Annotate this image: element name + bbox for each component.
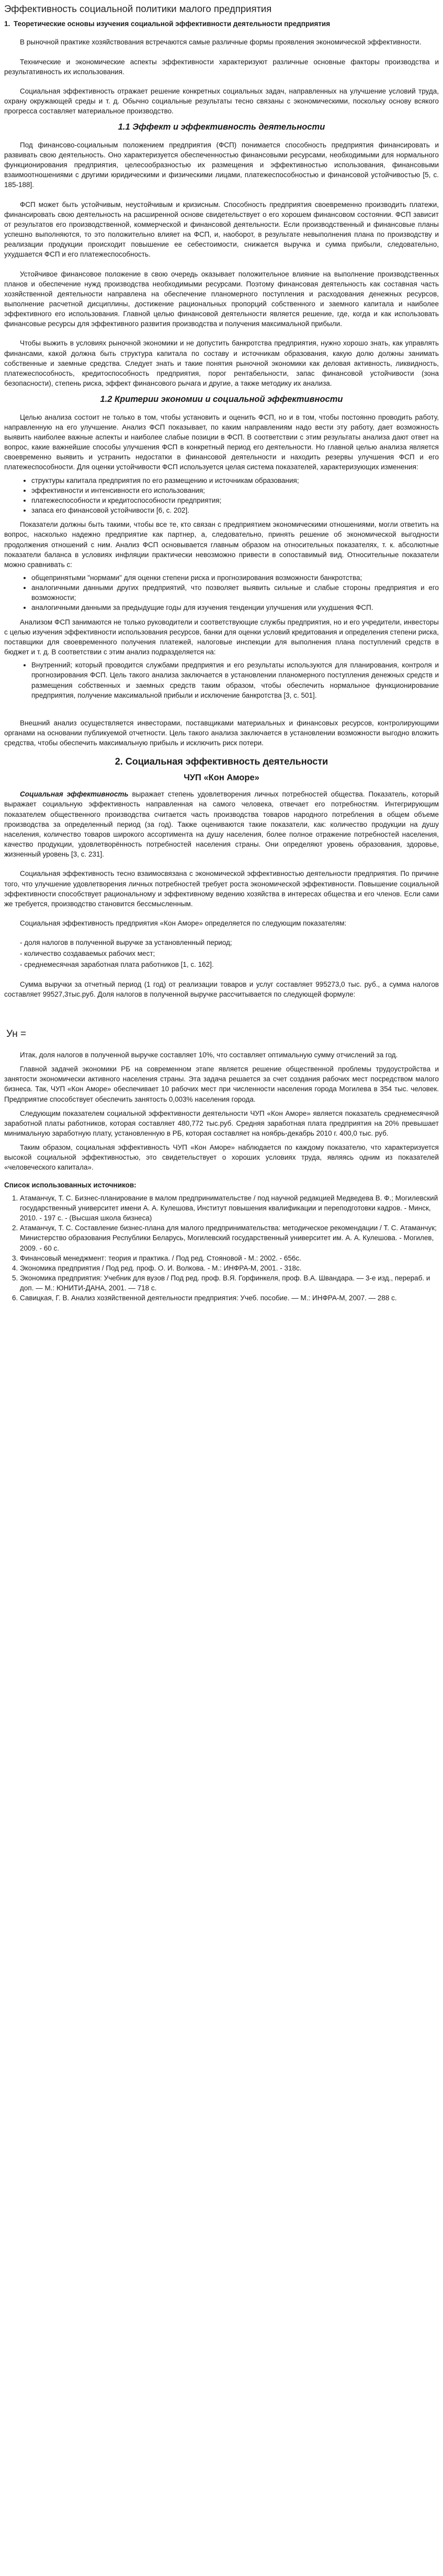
section-1-title: [4, 19, 439, 29]
list-item: • аналогичными данными других предприятий, что позволяет выявить сильные и слабые стороны предприятия и его возможности;: [31, 583, 439, 603]
paragraph-text: выражает степень удовлетворения личных потребностей общества. Показатель, который выражает социальную эффективность направленная на самого человека, отвечает его потребностям. Интегрирующим показателем общественного производства считается часть производства товаров народного потребления в общем объеме производства за определенный период (за год). Также оцениваются такие показатели, как: количество продукции на душу населения, количество товаров широкого ассортимента на душу населения, более полное отражение потребностей населения, качество продукции, удовлетворённость потребностей населения страны. Они определяют уровень образования, здоровье, жизненный уровень [3, с. 231].: [4, 790, 439, 859]
list-item: • общепринятыми "нормами" для оценки степени риска и прогнозирования возможности банкротства;: [31, 573, 439, 583]
list-item: • структуры капитала предприятия по его размещению и источникам образования;: [31, 476, 439, 486]
list-item: • эффективности и интенсивности его использования;: [31, 486, 439, 495]
subsection-1-2-heading: 1.2 Критерии экономии и социальной эффективности: [100, 395, 343, 405]
intro-paragraph: Технические и экономические аспекты эффективности характеризуют различные основные факторы производства и результативность их использования.: [4, 57, 439, 76]
subsection-1-1-heading: 1.1 Эффект и эффективность деятельности: [118, 122, 325, 132]
reference-item: 4. Экономика предприятия / Под ред. проф. О. И. Волкова. - М.: ИНФРА-М, 2001. - 318с.: [20, 1263, 439, 1273]
reference-item: 6. Савицкая, Г. В. Анализ хозяйственной деятельности предприятия: Учеб. пособие. — М.: ИНФРА-М, 2007. — 288 с.: [20, 1293, 439, 1303]
indicator-list: [4, 938, 439, 969]
list-item: - количество создаваемых рабочих мест;: [20, 950, 155, 958]
body-paragraph: Показатели должны быть такими, чтобы все те, кто связан с предприятием экономическими отношениями, могли ответить на вопрос, насколько надежно предприятие как партнер, а, следовательно, принять решение об экономической выгодности продолжения отношений с ним. Анализ ФСП основывается главным образом на относительных показателях, т. к. абсолютные показатели баланса в условиях инфляции практически невозможно привести в сопоставимый вид. Относительные показатели можно сравнивать с:: [4, 521, 439, 569]
section-2-heading: 2. Социальная эффективность деятельности: [115, 756, 328, 767]
bullet-list: [4, 573, 439, 613]
body-paragraph: Сумма выручки за отчетный период (1 год) от реализации товаров и услуг составляет 995273,0 тыс. руб., а сумма налогов составляет 99527,3тыс.руб. Доля налогов в полученной выручке рассчитывается по следующей формуле:: [4, 980, 439, 998]
body-paragraph: Таким образом, социальная эффективность ЧУП «Кон Аморе» наблюдается по каждому показателю, что характеризуется высокой социальной эффективностью, это свидетельствует о хороших условиях труда, являясь одним из показателей «человеческого капитала».: [4, 1143, 439, 1172]
list-item: • Внутренний; который проводится службами предприятия и его результаты используются для планирования, контроля и прогнозирования ФСП. Цель такого анализа заключается в установлении планомерного поступления денежных средств и размещения собственных и заемных средств таким образом, чтобы обеспечить нормальное функционирование предприятия, получение максимальной прибыли и исключение банкротства [3, с. 501].: [31, 660, 439, 700]
body-paragraph: Устойчивое финансовое положение в свою очередь оказывает положительное влияние на выполнение производственных планов и обеспечение нужд производства необходимыми ресурсами. Поэтому финансовая деятельность как составная часть хозяйственной деятельности направлена на обеспечение планомерного поступления и расходования денежных ресурсов, выполнение расчетной дисциплины, достижение рациональных пропорций собственного и заемного капитала и наиболее эффективного его использования. Главной целью финансовой деятельности является решение, где, когда и как использовать финансовые ресурсы для эффективного развития производства и получения максимальной прибыли.: [4, 270, 439, 328]
references-list: [4, 1193, 439, 1303]
list-item: • платежеспособности и кредитоспособности предприятия;: [31, 495, 439, 505]
reference-item: 5. Экономика предприятия: Учебник для вузов / Под ред. проф. В.Я. Горфинкеля, проф. В.А. Швандара. — 3-е изд., перераб. и доп. — М.: ЮНИТИ-ДАНА, 2001. — 718 с.: [20, 1273, 439, 1293]
references-heading: Список использованных источников:: [4, 1181, 137, 1189]
reference-item: 3. Финансовый менеджмент: теория и практика. / Под ред. Стояновой - М.: 2002. - 656с.: [20, 1253, 439, 1263]
body-paragraph: Социальная эффективность тесно взаимосвязана с экономической эффективностью деятельности предприятия. По причине того, что улучшение удовлетворения личных потребностей требует роста экономической эффективности. Повышение социальной эффективности способствует рациональному и эффективному ведению хозяйства в интересах общества и его членов. Если сами же требуется, производство становится бессмысленным.: [4, 870, 439, 908]
bullet-list: [4, 476, 439, 516]
list-item: • запаса его финансовой устойчивости [6, с. 202].: [31, 505, 439, 515]
list-item: - среднемесячная заработная плата работников [1, с. 162].: [20, 961, 214, 969]
body-paragraph: Главной задачей экономики РБ на современном этапе является решение общественной проблемы трудоустройства и занятости экономически активного населения страны. Эта задача решается за счет создания рабочих мест посредством малого бизнеса. Так, ЧУП «Кон Аморе» обеспечивает 10 рабочих мест при численности населения города Могилева в 354 тыс. человек. Предприятие способствует обеспечить занятость 0,003% населения города.: [4, 1065, 439, 1103]
reference-item: 2. Атаманчук, Т. С. Составление бизнес-плана для малого предпринимательства: методическое рекомендации / Т. С. Атаманчук; Министерство образования Республики Беларусь, Могилевский государственный университет им. А. А. Кулешова. - Могилев, 2009. - 60 с.: [20, 1223, 439, 1253]
body-paragraph: Следующим показателем социальной эффективности деятельности ЧУП «Кон Аморе» является показатель среднемесячной заработной платы работников, которая составляет 480,772 тыс.руб. Средняя заработная плата предприятия на 20% превышает минимальную заработную плату, установленную в РБ, которая составляет на ноябрь-декабрь 2010 г. 400,0 тыс. руб.: [4, 1109, 439, 1138]
body-paragraph: Под финансово-социальным положением предприятия (ФСП) понимается способность предприятия финансировать и развивать свою деятельность. Оно характеризуется обеспеченностью финансовыми ресурсами, необходимыми для нормального функционирования предприятия, целесообразностью их размещения и эффективностью использования, финансовыми взаимоотношениями с другими юридическими и физическими лицами, платежеспособностью и финансовой устойчивостью [5, с. 185-188].: [4, 141, 439, 189]
intro-paragraph: Социальная эффективность отражает решение конкретных социальных задач, направленных на улучшение условий труда, охрану окружающей среды и т. д. Обычно социальные результаты тесно связаны с экономическими, поскольку основу всякого прогресса составляет материальное производство.: [4, 87, 439, 115]
body-paragraph: ФСП может быть устойчивым, неустойчивым и кризисным. Способность предприятия своевременно производить платежи, финансировать свою деятельность на расширенной основе свидетельствует о его хорошем финансовом состоянии. ФСП зависит от результатов его производственной, коммерческой и финансовой деятельности. Если производственный и финансовые планы успешно выполняются, то это положительно влияет на ФСП, и, наоборот, в результате невыполнения плана по производству и реализации продукции происходит повышение ее себестоимости, снижается выручка и сумма прибыли, следовательно, ухудшается ФСП и его платежеспособность.: [4, 200, 439, 259]
reference-item: 1. Атаманчук, Т. С. Бизнес-планирование в малом предпринимательстве / под научной редакцией Медведева В. Ф.; Могилевский государственный университет имени А. А. Кулешова, Институт повышения квалификации и переподготовки кадров. - Минск, 2010. - 197 с. - (Высшая школа бизнеса): [20, 1193, 439, 1223]
body-paragraph: Анализом ФСП занимаются не только руководители и соответствующие службы предприятия, но и его учредители, инвесторы с целью изучения эффективности использования ресурсов, банки для оценки условий кредитования и определения степени риска, поставщики для своевременного получения платежей, налоговые инспекции для выполнения плана поступлений средств в бюджет и т. д. В соответствии с этим анализ подразделяется на:: [4, 618, 439, 656]
term-lead: Социальная эффективность: [20, 790, 129, 799]
body-paragraph: Социальная эффективность предприятия «Кон Аморе» определяется по следующим показателям:: [20, 919, 347, 928]
page-title: Эффективность социальной политики малого предприятия: [4, 3, 272, 14]
list-item: - доля налогов в полученной выручке за установленный период;: [20, 939, 232, 947]
body-paragraph: Чтобы выжить в условиях рыночной экономики и не допустить банкротства предприятия, нужно хорошо знать, как управлять финансами, какой должна быть структура капитала по составу и источникам образования, какую долю должны занимать собственные и заемные средства. Следует знать и такие понятия рыночной экономики как деловая активность, ликвидность, платежеспособность, кредитоспособность предприятия, порог рентабельности, запас финансовой устойчивости (зона безопасности), степень риска, эффект финансового рычага и другие, а также методику их анализа.: [4, 339, 439, 388]
list-item: • аналогичными данными за предыдущие годы для изучения тенденции улучшения или ухудшения ФСП.: [31, 603, 439, 613]
body-paragraph: [4, 789, 439, 859]
body-paragraph: Внешний анализ осуществляется инвесторами, поставщиками материальных и финансовых ресурсов, контролирующими органами на основании публикуемой отчетности. Цель такого анализа заключается в установлении возможности выгодно вложить средства, чтобы обеспечить максимальную прибыль и исключить риск потери.: [4, 719, 439, 747]
section-title-text: Теоретические основы изучения социальной эффективности деятельности предприятия: [14, 20, 331, 28]
body-paragraph: Целью анализа состоит не только в том, чтобы установить и оценить ФСП, но и в том, чтобы постоянно проводить работу, направленную на его улучшение. Анализ ФСП показывает, по каким направлениям надо вести эту работу, дает возможность выявить наиболее важные аспекты и наиболее слабые позиции в ФСП. В соответствии с этим результаты анализа дают ответ на вопрос, какие важнейшие способы улучшения ФСП в конкретный период его деятельности. Но главной целью анализа является своевременно выявить и устранить недостатки в финансовой деятельности и находить резервы улучшения ФСП и его платежеспособности. Для оценки устойчивости ФСП используется целая система показателей, характеризующих изменения:: [4, 413, 439, 471]
bullet-list: [4, 660, 439, 700]
body-paragraph: Итак, доля налогов в полученной выручке составляет 10%, что составляет оптимальную сумму отчислений за год.: [20, 1050, 398, 1059]
intro-paragraph: В рыночной практике хозяйствования встречаются самые различные формы проявления экономической эффективности.: [20, 38, 422, 47]
section-2-subheading: ЧУП «Кон Аморе»: [184, 772, 259, 782]
formula: Ун =: [6, 1028, 27, 1039]
section-number: 1.: [4, 20, 10, 28]
